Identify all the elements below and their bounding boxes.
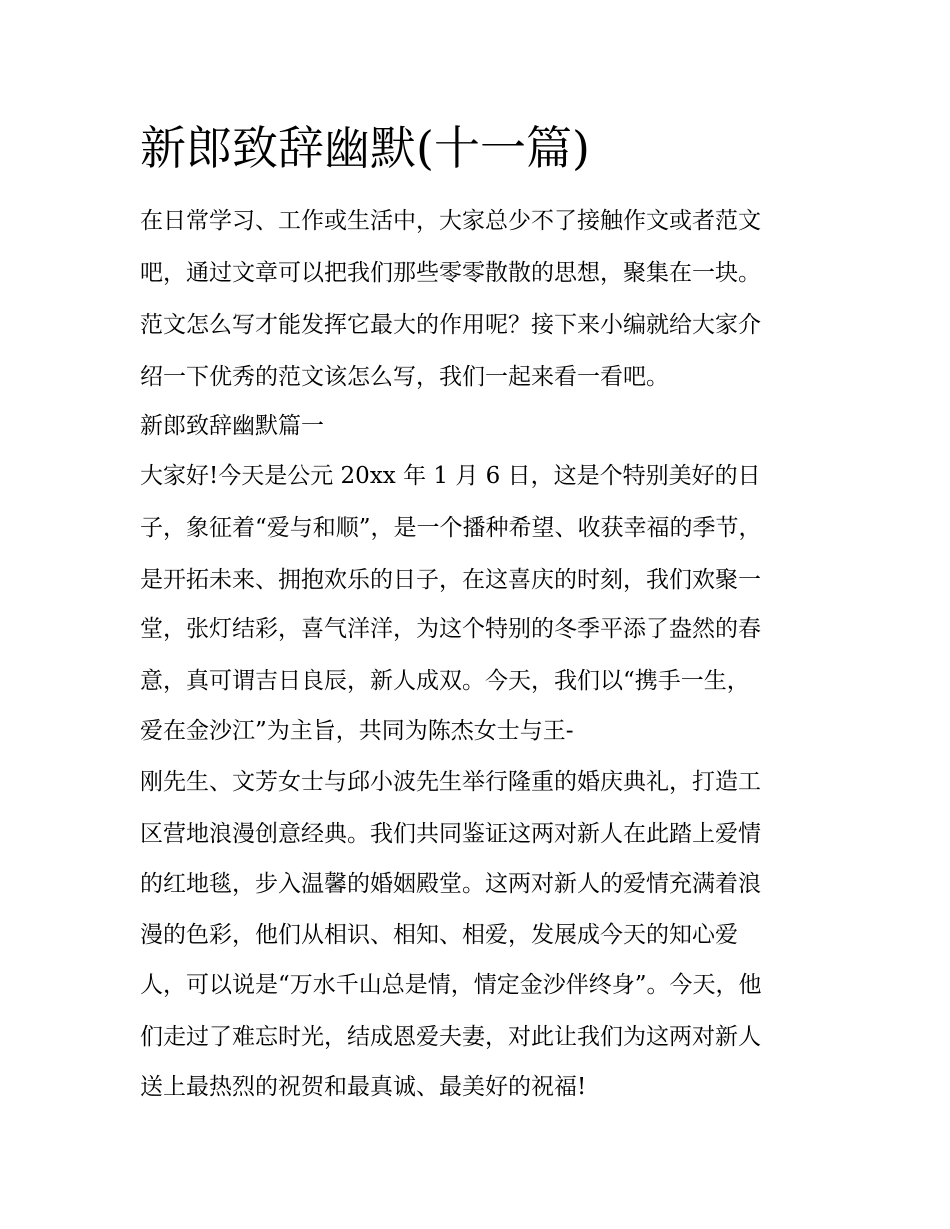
- body-line: 范文怎么写才能发挥它最大的作用呢？接下来小编就给大家介: [140, 312, 761, 338]
- body-line: 刚先生、文芳女士与邱小波先生举行隆重的婚庆典礼，打造工: [140, 769, 761, 795]
- body-line: 是开拓未来、拥抱欢乐的日子，在这喜庆的时刻，我们欢聚一: [140, 567, 761, 593]
- body-line: 子，象征着“爱与和顺”，是一个播种希望、收获幸福的季节，: [140, 515, 762, 541]
- body-line: 绍一下优秀的范文该怎么写，我们一起来看一看吧。: [140, 364, 669, 390]
- body-line: 人，可以说是“万水千山总是情，情定金沙伴终身”。今天，他: [140, 972, 762, 998]
- document-title: 新郎致辞幽默(十一篇): [140, 121, 590, 175]
- body-line: 大家好!今天是公元 20xx 年 1 月 6 日，这是个特别美好的日: [140, 463, 761, 489]
- body-line: 在日常学习、工作或生活中，大家总少不了接触作文或者范文: [140, 208, 761, 234]
- body-line: 吧，通过文章可以把我们那些零零散散的思想，聚集在一块。: [140, 260, 761, 286]
- body-line: 区营地浪漫创意经典。我们共同鉴证这两对新人在此踏上爱情: [140, 821, 761, 847]
- body-line: 漫的色彩，他们从相识、相知、相爱，发展成今天的知心爱: [140, 922, 738, 948]
- body-line: 堂，张灯结彩，喜气洋洋，为这个特别的冬季平添了盎然的春: [140, 616, 761, 642]
- body-line: 爱在金沙江”为主旨，共同为陈杰女士与王-: [140, 718, 574, 744]
- body-line: 送上最热烈的祝贺和最真诚、最美好的祝福!: [140, 1074, 587, 1100]
- section-heading: 新郎致辞幽默篇一: [140, 413, 324, 439]
- body-line: 的红地毯，步入温馨的婚姻殿堂。这两对新人的爱情充满着浪: [140, 871, 761, 897]
- body-line: 意，真可谓吉日良辰，新人成双。今天，我们以“携手一生，: [140, 668, 750, 694]
- body-line: 们走过了难忘时光，结成恩爱夫妻，对此让我们为这两对新人: [140, 1024, 761, 1050]
